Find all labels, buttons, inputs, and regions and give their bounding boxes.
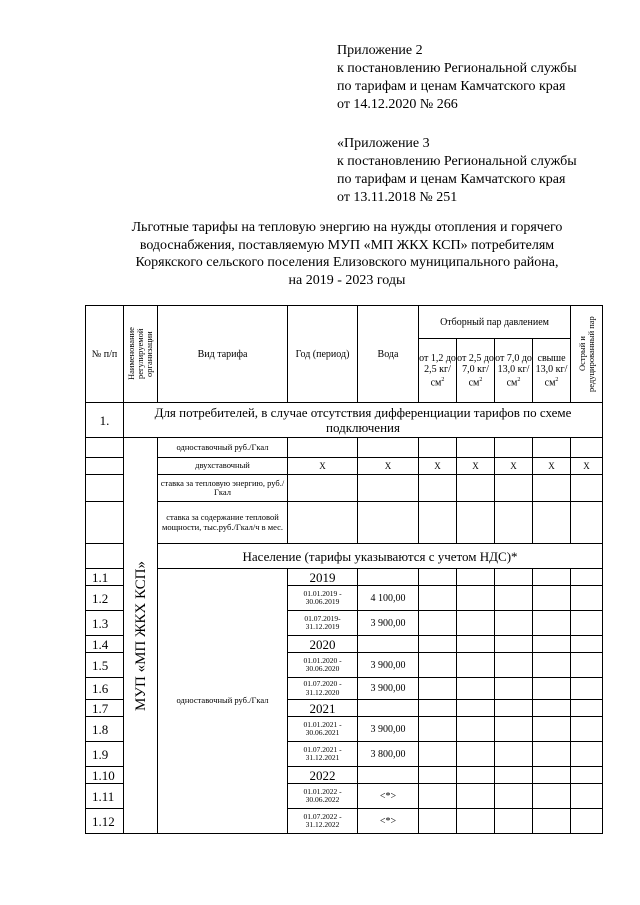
empty-cell (419, 475, 457, 502)
year-cell: 2020 (288, 636, 358, 653)
empty-cell (533, 636, 571, 653)
steam-col-text: от 1,2 до 2,5 кг/см (419, 352, 456, 389)
double-mark: X (457, 458, 495, 475)
header-steam-col (495, 339, 533, 403)
empty-cell (533, 700, 571, 717)
empty-cell (419, 611, 457, 636)
empty-cell (571, 809, 603, 834)
table-row (86, 569, 603, 586)
empty-cell (571, 502, 603, 544)
heading-line: водоснабжения, поставляемую МУП «МП ЖКХ КСП» потребителям (139, 237, 555, 253)
empty-cell (86, 502, 124, 544)
empty-cell (86, 544, 124, 569)
appendix-2-line: от 14.12.2020 № 266 (337, 97, 458, 112)
header-org (124, 306, 158, 403)
empty-cell (419, 636, 457, 653)
tariff-table (85, 305, 603, 834)
steam-col-text: от 2,5 до 7,0 кг/см (457, 352, 494, 389)
double-mark: X (288, 458, 358, 475)
empty-cell (495, 502, 533, 544)
tariff-double: двухставочный (158, 458, 288, 475)
empty-cell (571, 586, 603, 611)
empty-cell (533, 438, 571, 458)
tariff-capacity-rate: ставка за содержание тепловой мощности, тыс.руб./Гкал/ч в мес. (158, 502, 288, 544)
double-mark: X (495, 458, 533, 475)
empty-cell (571, 611, 603, 636)
empty-cell (419, 784, 457, 809)
period-cell: 01.07.2021 - 31.12.2021 (288, 742, 358, 767)
appendix-2-block (337, 42, 577, 114)
empty-cell (495, 438, 533, 458)
empty-cell (419, 809, 457, 834)
water-value: 4 100,00 (358, 586, 419, 611)
empty-cell (495, 569, 533, 586)
water-value: 3 900,00 (358, 717, 419, 742)
row-num: 1.11 (86, 784, 124, 809)
empty-cell (533, 809, 571, 834)
empty-cell (457, 653, 495, 678)
row-num: 1.5 (86, 653, 124, 678)
header-water: Вода (358, 306, 419, 403)
row-num: 1.3 (86, 611, 124, 636)
period-cell: 01.01.2022 - 30.06.2022 (288, 784, 358, 809)
water-value: 3 900,00 (358, 653, 419, 678)
empty-cell (419, 653, 457, 678)
water-value: 3 800,00 (358, 742, 419, 767)
empty-cell (571, 700, 603, 717)
population-tariff-type: одноставочный руб./Гкал (158, 569, 288, 834)
empty-cell (571, 475, 603, 502)
empty-cell (495, 784, 533, 809)
empty-cell (419, 586, 457, 611)
water-value (358, 767, 419, 784)
tariff-single: одноставочный руб./Гкал (158, 438, 288, 458)
heading-line: на 2019 - 2023 годы (288, 272, 406, 288)
year-cell: 2021 (288, 700, 358, 717)
row-num: 1.2 (86, 586, 124, 611)
period-cell: 01.07.2019- 31.12.2019 (288, 611, 358, 636)
period-cell: 01.07.2022 - 31.12.2022 (288, 809, 358, 834)
appendix-3-block (337, 135, 577, 207)
empty-cell (86, 475, 124, 502)
empty-cell (419, 569, 457, 586)
empty-cell (358, 502, 419, 544)
empty-cell (419, 700, 457, 717)
header-tariff-type: Вид тарифа (158, 306, 288, 403)
empty-cell (533, 678, 571, 700)
steam-col-sup: 2 (479, 376, 483, 383)
population-title: Население (тарифы указываются с учетом НДС)* (158, 544, 603, 569)
row-num: 1.6 (86, 678, 124, 700)
row-num: 1.4 (86, 636, 124, 653)
empty-cell (533, 767, 571, 784)
steam-col-sup: 2 (441, 376, 445, 383)
empty-cell (571, 438, 603, 458)
empty-cell (495, 611, 533, 636)
empty-cell (358, 475, 419, 502)
water-value (358, 700, 419, 717)
empty-cell (457, 742, 495, 767)
empty-cell (86, 458, 124, 475)
empty-cell (495, 717, 533, 742)
appendix-2-line: к постановлению Региональной службы (337, 61, 577, 76)
empty-cell (495, 653, 533, 678)
empty-cell (571, 653, 603, 678)
section-1-title: Для потребителей, в случае отсутствия дифференциации тарифов по схеме подключения (124, 403, 603, 438)
empty-cell (457, 678, 495, 700)
empty-cell (533, 586, 571, 611)
section-1-num: 1. (86, 403, 124, 438)
header-sharp-steam-text: Острый и редуцированный пар (576, 316, 596, 392)
empty-cell (86, 438, 124, 458)
appendix-3-line: «Приложение 3 (337, 136, 430, 151)
water-value: 3 900,00 (358, 678, 419, 700)
empty-cell (419, 502, 457, 544)
double-mark: X (358, 458, 419, 475)
tariff-energy-rate: ставка за тепловую энергию, руб./Гкал (158, 475, 288, 502)
empty-cell (571, 767, 603, 784)
empty-cell (288, 475, 358, 502)
period-cell: 01.01.2020 - 30.06.2020 (288, 653, 358, 678)
empty-cell (495, 700, 533, 717)
empty-cell (533, 569, 571, 586)
empty-cell (419, 767, 457, 784)
header-org-text: Наименование регулируемой организации (126, 327, 154, 381)
empty-cell (457, 636, 495, 653)
period-cell: 01.01.2019 - 30.06.2019 (288, 586, 358, 611)
empty-cell (495, 678, 533, 700)
empty-cell (419, 717, 457, 742)
org-name: МУП «МП ЖКХ КСП» (132, 560, 149, 711)
row-num: 1.12 (86, 809, 124, 834)
empty-cell (457, 502, 495, 544)
empty-cell (571, 742, 603, 767)
empty-cell (495, 742, 533, 767)
empty-cell (495, 586, 533, 611)
empty-cell (457, 717, 495, 742)
steam-col-sup: 2 (555, 376, 559, 383)
header-steam-col (533, 339, 571, 403)
empty-cell (571, 717, 603, 742)
appendix-2-line: по тарифам и ценам Камчатского края (337, 79, 566, 94)
empty-cell (457, 438, 495, 458)
steam-col-text: свыше 13,0 кг/см (535, 352, 568, 389)
empty-cell (419, 678, 457, 700)
empty-cell (457, 586, 495, 611)
double-mark: X (533, 458, 571, 475)
year-cell: 2022 (288, 767, 358, 784)
header-steam-col (457, 339, 495, 403)
water-value (358, 569, 419, 586)
header-steam: Отборный пар давлением (419, 306, 571, 339)
empty-cell (571, 784, 603, 809)
empty-cell (457, 611, 495, 636)
water-value (358, 636, 419, 653)
empty-cell (457, 784, 495, 809)
empty-cell (495, 767, 533, 784)
empty-cell (457, 700, 495, 717)
empty-cell (288, 438, 358, 458)
row-num: 1.8 (86, 717, 124, 742)
empty-cell (457, 475, 495, 502)
empty-cell (571, 636, 603, 653)
empty-cell (533, 742, 571, 767)
header-year: Год (период) (288, 306, 358, 403)
empty-cell (457, 569, 495, 586)
appendix-3-line: к постановлению Региональной службы (337, 154, 577, 169)
empty-cell (419, 742, 457, 767)
header-steam-col (419, 339, 457, 403)
empty-cell (457, 809, 495, 834)
org-name-cell (124, 438, 158, 834)
steam-col-sup: 2 (517, 376, 521, 383)
period-cell: 01.07.2020 - 31.12.2020 (288, 678, 358, 700)
row-num: 1.1 (86, 569, 124, 586)
row-num: 1.7 (86, 700, 124, 717)
row-num: 1.10 (86, 767, 124, 784)
empty-cell (495, 636, 533, 653)
appendix-3-line: от 13.11.2018 № 251 (337, 190, 458, 205)
row-num: 1.9 (86, 742, 124, 767)
empty-cell (533, 502, 571, 544)
empty-cell (533, 611, 571, 636)
water-value: <*> (358, 809, 419, 834)
empty-cell (495, 475, 533, 502)
heading-line: Корякского сельского поселения Елизовского муниципального района, (135, 255, 559, 270)
empty-cell (419, 438, 457, 458)
water-value: 3 900,00 (358, 611, 419, 636)
steam-col-text: от 7,0 до 13,0 кг/см (495, 352, 532, 389)
period-cell: 01.01.2021 - 30.06.2021 (288, 717, 358, 742)
header-sharp-steam (571, 306, 603, 403)
header-num: № п/п (86, 306, 124, 403)
heading-line: Льготные тарифы на тепловую энергию на нужды отопления и горячего (131, 220, 563, 235)
double-mark: X (419, 458, 457, 475)
year-cell: 2019 (288, 569, 358, 586)
appendix-2-line: Приложение 2 (337, 43, 423, 58)
empty-cell (571, 569, 603, 586)
empty-cell (533, 475, 571, 502)
empty-cell (495, 809, 533, 834)
empty-cell (571, 678, 603, 700)
empty-cell (533, 784, 571, 809)
empty-cell (358, 438, 419, 458)
double-mark: X (571, 458, 603, 475)
empty-cell (288, 502, 358, 544)
empty-cell (533, 653, 571, 678)
appendix-3-line: по тарифам и ценам Камчатского края (337, 172, 566, 187)
water-value: <*> (358, 784, 419, 809)
empty-cell (457, 767, 495, 784)
empty-cell (533, 717, 571, 742)
document-heading (92, 219, 602, 289)
